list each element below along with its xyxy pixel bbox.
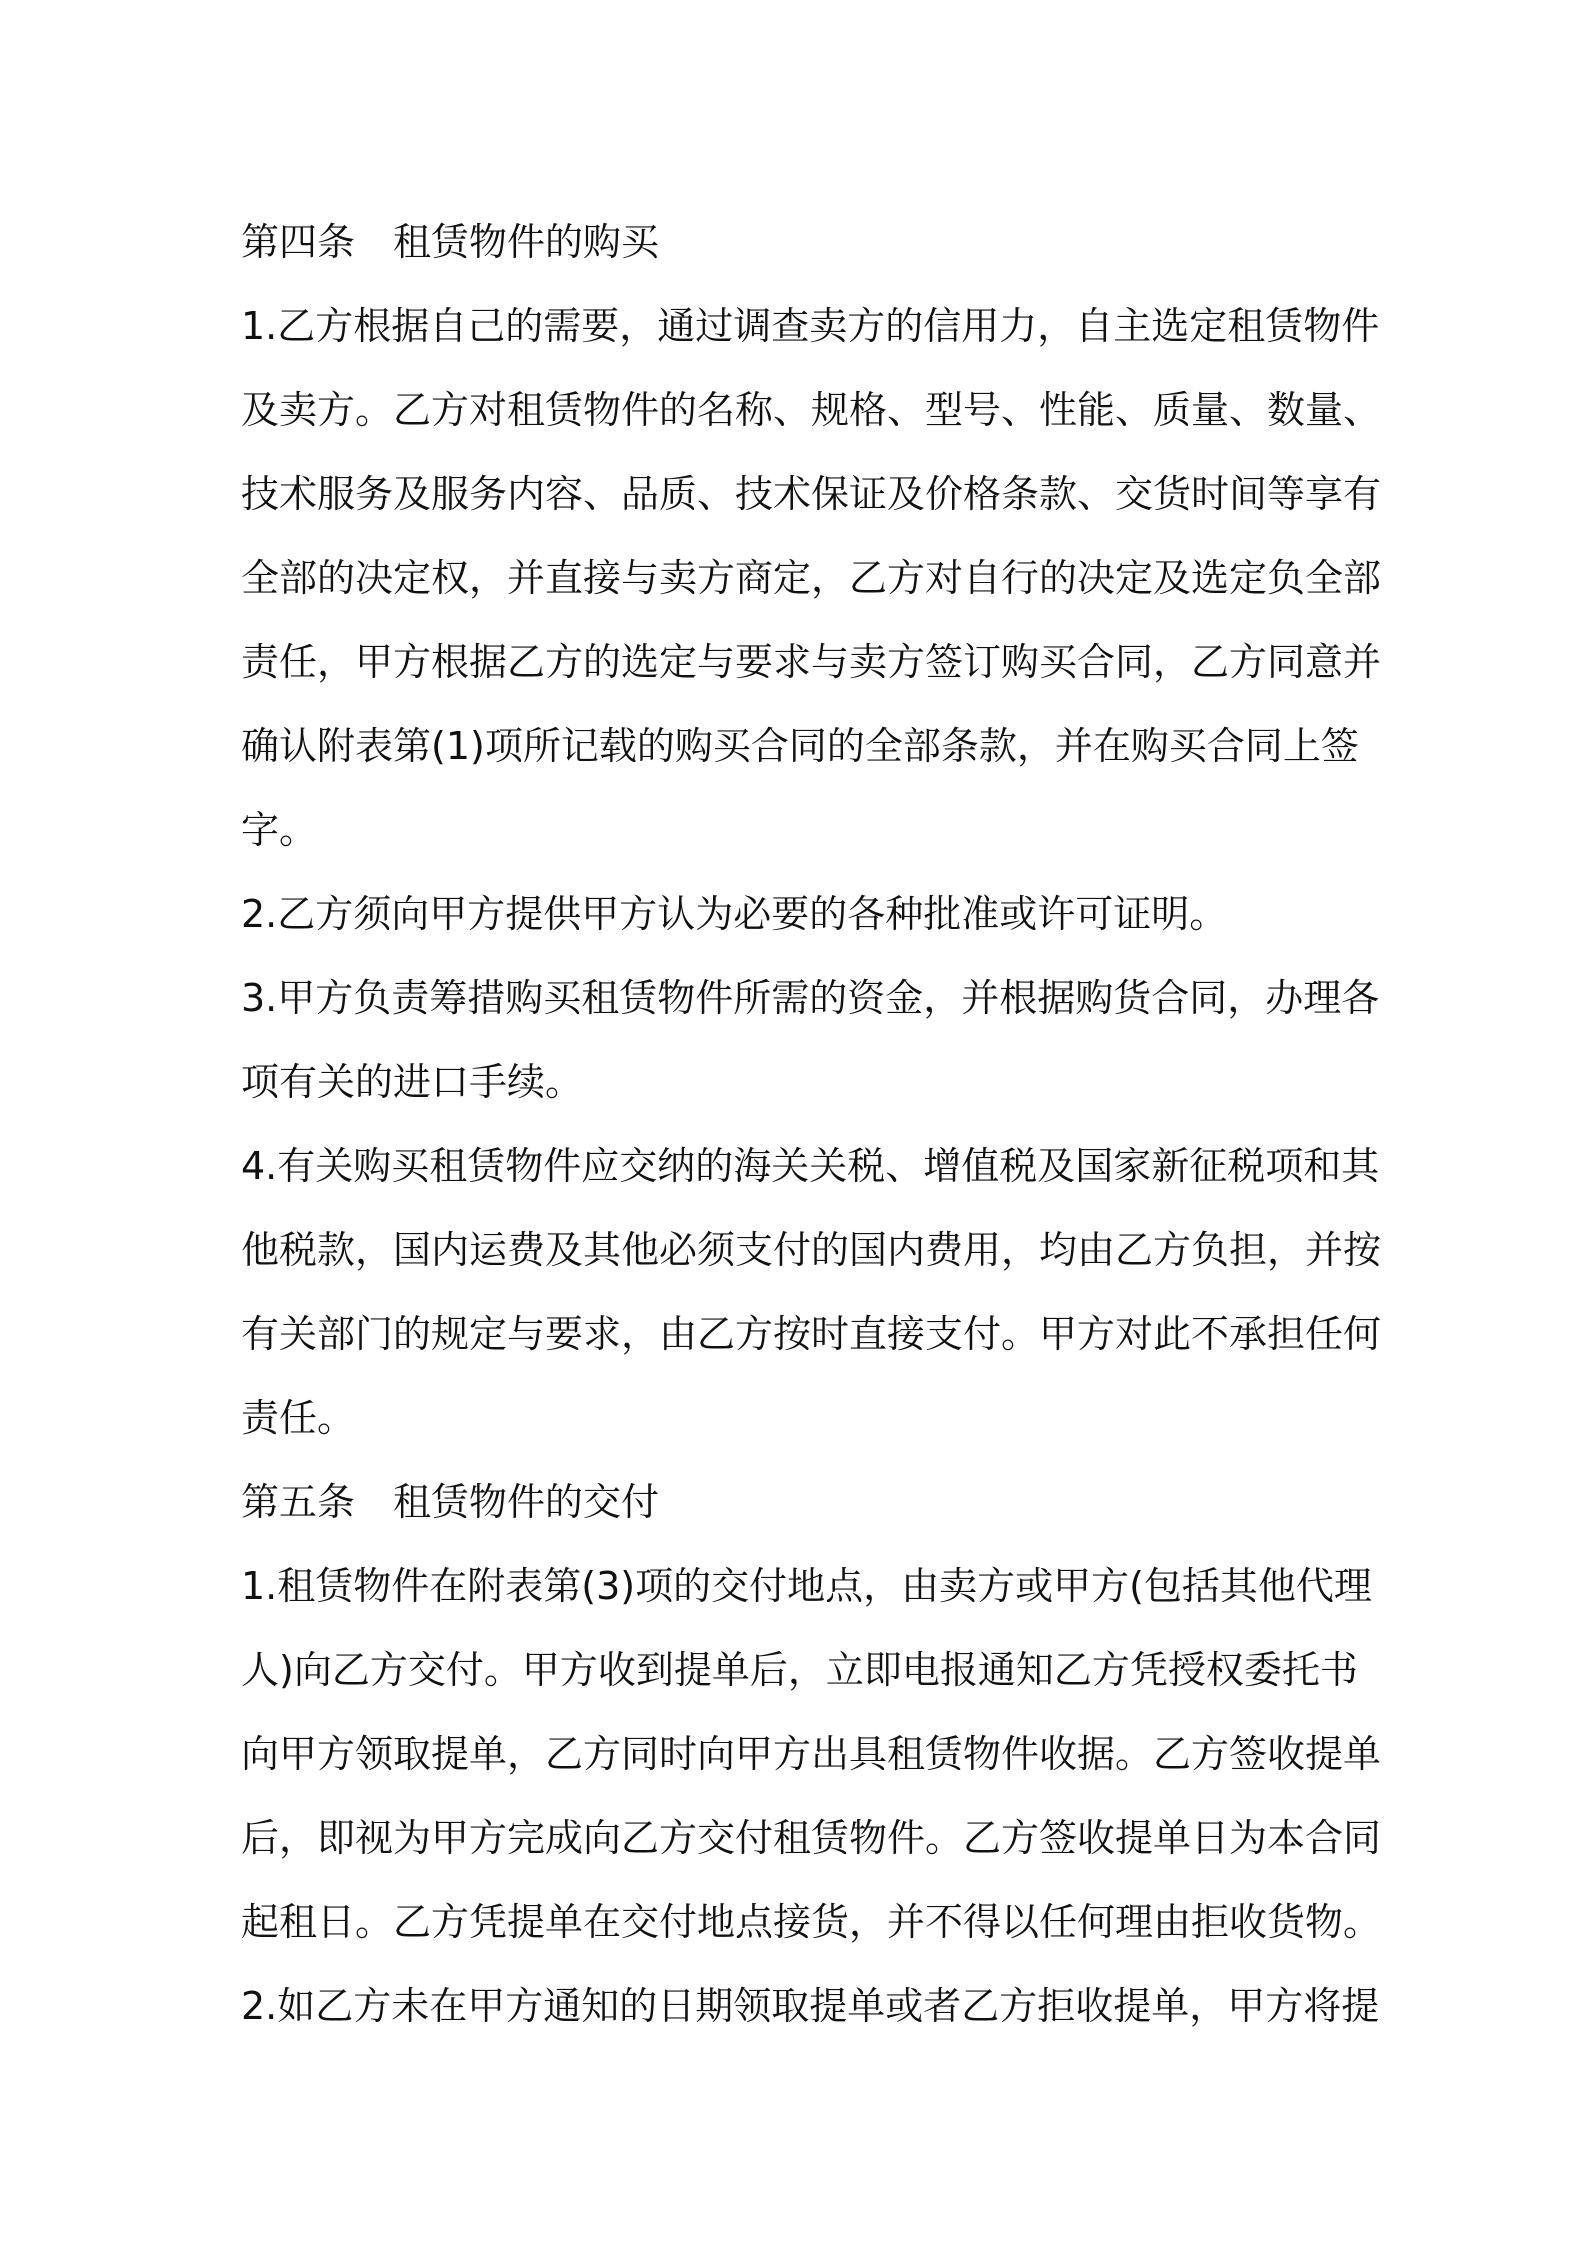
- text-line: 后，即视为甲方完成向乙方交付租赁物件。乙方签收提单日为本合同: [241, 1816, 1382, 1860]
- text-line: 他税款，国内运费及其他必须支付的国内费用，均由乙方负担，并按: [241, 1228, 1382, 1272]
- text-line: 第五条 租赁物件的交付: [241, 1480, 660, 1524]
- text-line: 4.有关购买租赁物件应交纳的海关关税、增值税及国家新征税项和其: [241, 1144, 1380, 1188]
- text-line: 责任，甲方根据乙方的选定与要求与卖方签订购买合同，乙方同意并: [241, 640, 1382, 684]
- article-5-clause-2: [241, 1964, 1380, 2048]
- text-line: 2.如乙方未在甲方通知的日期领取提单或者乙方拒收提单，甲方将提: [241, 1984, 1380, 2028]
- text-line: 及卖方。乙方对租赁物件的名称、规格、型号、性能、质量、数量、: [241, 388, 1382, 432]
- text-line: 2.乙方须向甲方提供甲方认为必要的各种批准或许可证明。: [241, 892, 1228, 936]
- text-line: 1.租赁物件在附表第(3)项的交付地点，由卖方或甲方(包括其他代理: [241, 1564, 1372, 1608]
- text-line: 1.乙方根据自己的需要，通过调查卖方的信用力，自主选定租赁物件: [241, 304, 1380, 348]
- document-page: [241, 200, 1382, 2048]
- text-line: 有关部门的规定与要求，由乙方按时直接支付。甲方对此不承担任何: [241, 1312, 1382, 1356]
- article-5-heading: [241, 1460, 1361, 1544]
- text-line: 项有关的进口手续。: [241, 1060, 584, 1104]
- article-4-clause-2: [241, 872, 1361, 956]
- article-5-clause-1: [241, 1544, 1382, 1964]
- text-line: 全部的决定权，并直接与卖方商定，乙方对自行的决定及选定负全部: [241, 556, 1382, 600]
- text-line: 3.甲方负责筹措购买租赁物件所需的资金，并根据购货合同，办理各: [241, 976, 1380, 1020]
- article-4-clause-1: [241, 284, 1382, 872]
- text-line: 起租日。乙方凭提单在交付地点接货，并不得以任何理由拒收货物。: [241, 1900, 1382, 1944]
- article-4-clause-3: [241, 956, 1380, 1124]
- text-line: 字。: [241, 808, 318, 852]
- text-line: 向甲方领取提单，乙方同时向甲方出具租赁物件收据。乙方签收提单: [241, 1732, 1382, 1776]
- text-line: 技术服务及服务内容、品质、技术保证及价格条款、交货时间等享有: [241, 472, 1382, 516]
- text-line: 人)向乙方交付。甲方收到提单后，立即电报通知乙方凭授权委托书: [241, 1648, 1358, 1692]
- article-4-heading: [241, 200, 1361, 284]
- text-line: 确认附表第(1)项所记载的购买合同的全部条款，并在购买合同上签: [241, 724, 1359, 768]
- text-line: 第四条 租赁物件的购买: [241, 220, 660, 264]
- text-line: 责任。: [241, 1396, 356, 1440]
- article-4-clause-4: [241, 1124, 1382, 1460]
